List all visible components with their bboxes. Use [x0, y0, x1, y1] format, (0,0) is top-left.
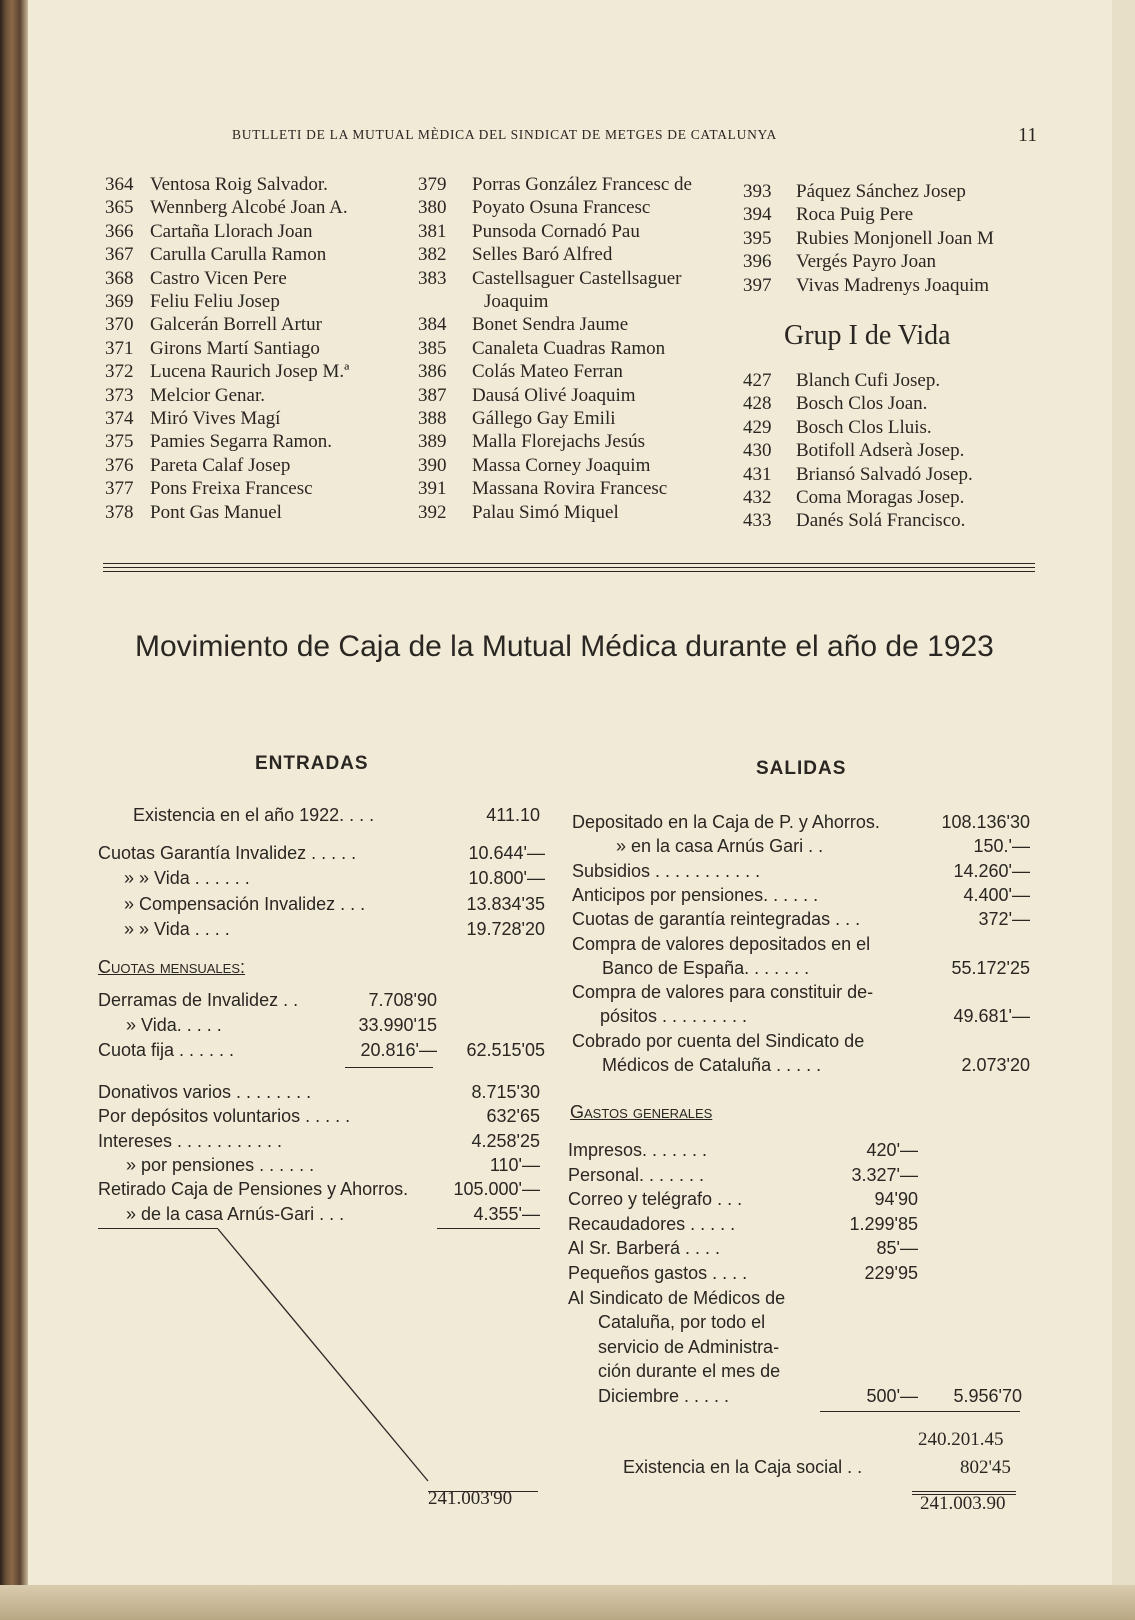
gasto-value: 3.327'—: [851, 1164, 918, 1185]
member-number: 386: [418, 361, 447, 383]
salidas-heading: SALIDAS: [756, 758, 847, 779]
member-number: 372: [105, 361, 134, 383]
member-number: 381: [418, 220, 447, 242]
entrada-value: 10.800'—: [468, 868, 545, 889]
member-number: 380: [418, 197, 447, 219]
entrada-label: Intereses . . . . . . . . . . .: [98, 1130, 283, 1151]
member-number: 394: [743, 204, 772, 226]
salida-label: Anticipos por pensiones. . . . . .: [572, 884, 819, 905]
mensual-value: 20.816'—: [360, 1040, 437, 1060]
entrada-value: 4.355'—: [473, 1203, 540, 1224]
salida-label: » en la casa Arnús Gari . .: [616, 836, 824, 857]
member-name: Galcerán Borrell Artur: [150, 314, 322, 336]
salidas-subtotal: 240.201.45: [918, 1429, 1004, 1450]
member-name: Pons Freixa Francesc: [150, 478, 313, 500]
salida-label: Compra de valores depositados en el: [572, 933, 871, 954]
salida-value: 14.260'—: [953, 860, 1030, 881]
entrada-value: 110'—: [489, 1154, 540, 1175]
member-name: Lucena Raurich Josep M.ª: [150, 361, 350, 383]
entrada-label: Donativos varios . . . . . . . .: [98, 1082, 312, 1102]
member-number: 396: [743, 251, 772, 273]
member-name: Feliu Feliu Josep: [150, 291, 280, 312]
member-name: Poyato Osuna Francesc: [472, 197, 651, 219]
gasto-label: ción durante el mes de: [598, 1361, 781, 1382]
entradas-heading: ENTRADAS: [255, 753, 369, 774]
member-number: 387: [418, 384, 447, 406]
salida-value: 55.172'25: [951, 957, 1030, 978]
member-number: 369: [105, 291, 134, 312]
member-name: Pamies Segarra Ramon.: [150, 431, 333, 453]
entrada-label: Retirado Caja de Pensiones y Ahorros.: [98, 1179, 409, 1200]
entrada-label: » » Vida . . . . . .: [124, 868, 250, 889]
member-name: Melcior Genar.: [150, 384, 266, 406]
member-name: Wennberg Alcobé Joan A.: [150, 197, 348, 219]
entrada-value: 632'65: [486, 1106, 540, 1127]
member-number: 429: [743, 416, 772, 438]
member-number: 375: [105, 431, 134, 453]
gasto-label: servicio de Administra-: [598, 1336, 780, 1357]
member-name: Coma Moragas Josep.: [796, 487, 965, 508]
gasto-label: Diciembre . . . . .: [598, 1386, 730, 1406]
entradas-total: 241.003'90: [428, 1488, 513, 1509]
salida-value: 108.136'30: [941, 812, 1030, 832]
member-number: 379: [418, 174, 447, 195]
member-name: Páquez Sánchez Josep: [796, 181, 966, 202]
member-name: Porras González Francesc de: [472, 174, 692, 195]
gasto-label: Impresos. . . . . . .: [568, 1140, 708, 1160]
entrada-value: 4.258'25: [471, 1130, 540, 1151]
member-name: Massa Corney Joaquim: [472, 454, 651, 476]
entrada-label: » de la casa Arnús-Gari . . .: [126, 1203, 345, 1224]
member-number: 388: [418, 408, 447, 429]
salida-label: Depositado en la Caja de P. y Ahorros.: [572, 812, 880, 832]
gasto-label: Al Sindicato de Médicos de: [568, 1287, 786, 1308]
member-number: 392: [418, 501, 447, 523]
member-name: Massana Rovira Francesc: [472, 478, 668, 500]
member-number: 377: [105, 478, 134, 500]
existencia-caja-label: Existencia en la Caja social . .: [623, 1457, 863, 1477]
member-name: Dausá Olivé Joaquim: [472, 384, 636, 406]
member-number: 431: [743, 463, 772, 485]
salida-value: 372'—: [978, 909, 1030, 930]
salida-value: 2.073'20: [961, 1055, 1030, 1075]
gasto-label: Pequeños gastos . . . .: [568, 1263, 748, 1283]
member-number: 384: [418, 314, 447, 336]
member-name: Colás Mateo Ferran: [472, 361, 623, 383]
member-number: 373: [105, 384, 134, 406]
member-name: Palau Simó Miquel: [472, 501, 619, 523]
salida-label: Subsidios . . . . . . . . . . .: [572, 860, 761, 881]
member-name: Rubies Monjonell Joan M: [796, 227, 994, 249]
member-number: 427: [743, 370, 772, 391]
member-number: 367: [105, 244, 134, 266]
mensual-label: » Vida. . . . .: [126, 1015, 222, 1035]
member-name: Pont Gas Manuel: [150, 501, 282, 523]
member-name: Punsoda Cornadó Pau: [472, 220, 640, 242]
member-name: Carulla Carulla Ramon: [150, 244, 327, 266]
member-number: 430: [743, 440, 772, 462]
member-name: Danés Solá Francisco.: [796, 510, 966, 532]
member-number: 374: [105, 408, 134, 429]
entrada-value: 13.834'35: [466, 893, 545, 914]
member-name: Vivas Madrenys Joaquim: [796, 274, 990, 296]
entrada-value: 19.728'20: [466, 918, 545, 939]
member-number: 371: [105, 337, 134, 359]
mensual-label: Cuota fija . . . . . .: [98, 1040, 235, 1060]
running-title: BUTLLETI DE LA MUTUAL MÈDICA DEL SINDICAT DE METGES DE CATALUNYA: [232, 127, 777, 142]
mensual-label: Derramas de Invalidez . .: [98, 990, 299, 1010]
existencia-label: Existencia en el año 1922. . . .: [133, 805, 375, 825]
member-name: Bosch Clos Joan.: [796, 393, 928, 415]
member-name: Castro Vicen Pere: [150, 267, 287, 289]
member-number: 432: [743, 487, 772, 508]
cuotas-mensuales-heading: Cuotas mensuales:: [98, 957, 246, 977]
member-number: 366: [105, 220, 134, 242]
mensuales-total: 62.515'05: [466, 1040, 545, 1060]
member-name: Bosch Clos Lluis.: [796, 416, 932, 438]
member-name: Girons Martí Santiago: [150, 337, 320, 359]
member-name: Bonet Sendra Jaume: [472, 314, 629, 336]
member-name: Vergés Payro Joan: [796, 251, 937, 273]
member-name: Briansó Salvadó Josep.: [796, 463, 973, 485]
mensual-value: 33.990'15: [358, 1015, 437, 1035]
gasto-value: 229'95: [864, 1263, 918, 1283]
member-name: Joaquim: [484, 291, 549, 312]
member-name: Roca Puig Pere: [796, 204, 914, 226]
gasto-label: Personal. . . . . . .: [568, 1164, 705, 1185]
member-number: 370: [105, 314, 134, 336]
member-number: 428: [743, 393, 772, 415]
salida-value: 150.'—: [973, 836, 1030, 857]
mensual-value: 7.708'90: [368, 990, 437, 1010]
gasto-label: Correo y telégrafo . . .: [568, 1189, 743, 1210]
member-number: 390: [418, 454, 447, 476]
gasto-value: 85'—: [876, 1238, 918, 1259]
gastos-generales-heading: Gastos generales: [570, 1102, 713, 1122]
member-number: 382: [418, 244, 447, 266]
member-name: Gállego Gay Emili: [472, 408, 616, 429]
member-number: 378: [105, 501, 134, 523]
entrada-label: » Compensación Invalidez . . .: [124, 893, 366, 914]
entrada-label: » por pensiones . . . . . .: [126, 1154, 315, 1175]
gasto-label: Recaudadores . . . . .: [568, 1213, 736, 1234]
gasto-label: Al Sr. Barberá . . . .: [568, 1238, 721, 1259]
member-name: Ventosa Roig Salvador.: [150, 174, 328, 195]
member-name: Pareta Calaf Josep: [150, 454, 291, 476]
entrada-label: Por depósitos voluntarios . . . . .: [98, 1106, 351, 1127]
salida-label: Cobrado por cuenta del Sindicato de: [572, 1030, 865, 1051]
member-number: 383: [418, 267, 447, 289]
salidas-total: 241.003.90: [920, 1493, 1006, 1514]
salida-label: Banco de España. . . . . . .: [602, 957, 810, 978]
member-name: Cartaña Llorach Joan: [150, 220, 313, 242]
salida-label: Cuotas de garantía reintegradas . . .: [572, 909, 861, 930]
gasto-label: Cataluña, por todo el: [598, 1312, 766, 1333]
member-number: 389: [418, 431, 447, 453]
gasto-value: 1.299'85: [849, 1213, 918, 1234]
entrada-value: 8.715'30: [471, 1082, 540, 1102]
gasto-value: 420'—: [866, 1140, 918, 1160]
member-number: 376: [105, 454, 134, 476]
gastos-total: 5.956'70: [953, 1386, 1022, 1406]
member-number: 368: [105, 267, 134, 289]
salida-value: 4.400'—: [963, 884, 1030, 905]
member-name: Miró Vives Magí: [150, 408, 281, 429]
member-name: Botifoll Adserà Josep.: [796, 440, 965, 462]
salida-label: Compra de valores para constituir de-: [572, 982, 874, 1003]
entrada-label: » » Vida . . . .: [124, 918, 230, 939]
member-name: Blanch Cufi Josep.: [796, 370, 941, 391]
gasto-value: 500'—: [866, 1386, 918, 1406]
salida-value: 49.681'—: [953, 1006, 1030, 1027]
page-number: 11: [1018, 124, 1038, 146]
entrada-value: 105.000'—: [453, 1179, 540, 1200]
member-number: 397: [743, 274, 772, 296]
member-name: Selles Baró Alfred: [472, 244, 613, 266]
gasto-value: 94'90: [874, 1189, 918, 1210]
existencia-value: 411.10: [486, 805, 540, 825]
member-number: 393: [743, 181, 772, 202]
member-number: 391: [418, 478, 447, 500]
member-name: Castellsaguer Castellsaguer: [472, 267, 682, 289]
member-number: 433: [743, 510, 772, 532]
member-name: Malla Florejachs Jesús: [472, 431, 646, 453]
member-number: 395: [743, 227, 772, 249]
member-name: Canaleta Cuadras Ramon: [472, 337, 666, 359]
entrada-value: 10.644'—: [468, 843, 545, 863]
salida-label: pósitos . . . . . . . . .: [600, 1006, 748, 1027]
member-number: 364: [105, 174, 134, 195]
member-number: 385: [418, 337, 447, 359]
group-title: Grup I de Vida: [784, 320, 951, 351]
movement-title: Movimiento de Caja de la Mutual Médica durante el año de 1923: [135, 630, 994, 663]
existencia-caja-value: 802'45: [960, 1457, 1011, 1478]
member-number: 365: [105, 197, 134, 219]
salida-label: Médicos de Cataluña . . . . .: [602, 1055, 822, 1075]
entrada-label: Cuotas Garantía Invalidez . . . . .: [98, 843, 357, 863]
